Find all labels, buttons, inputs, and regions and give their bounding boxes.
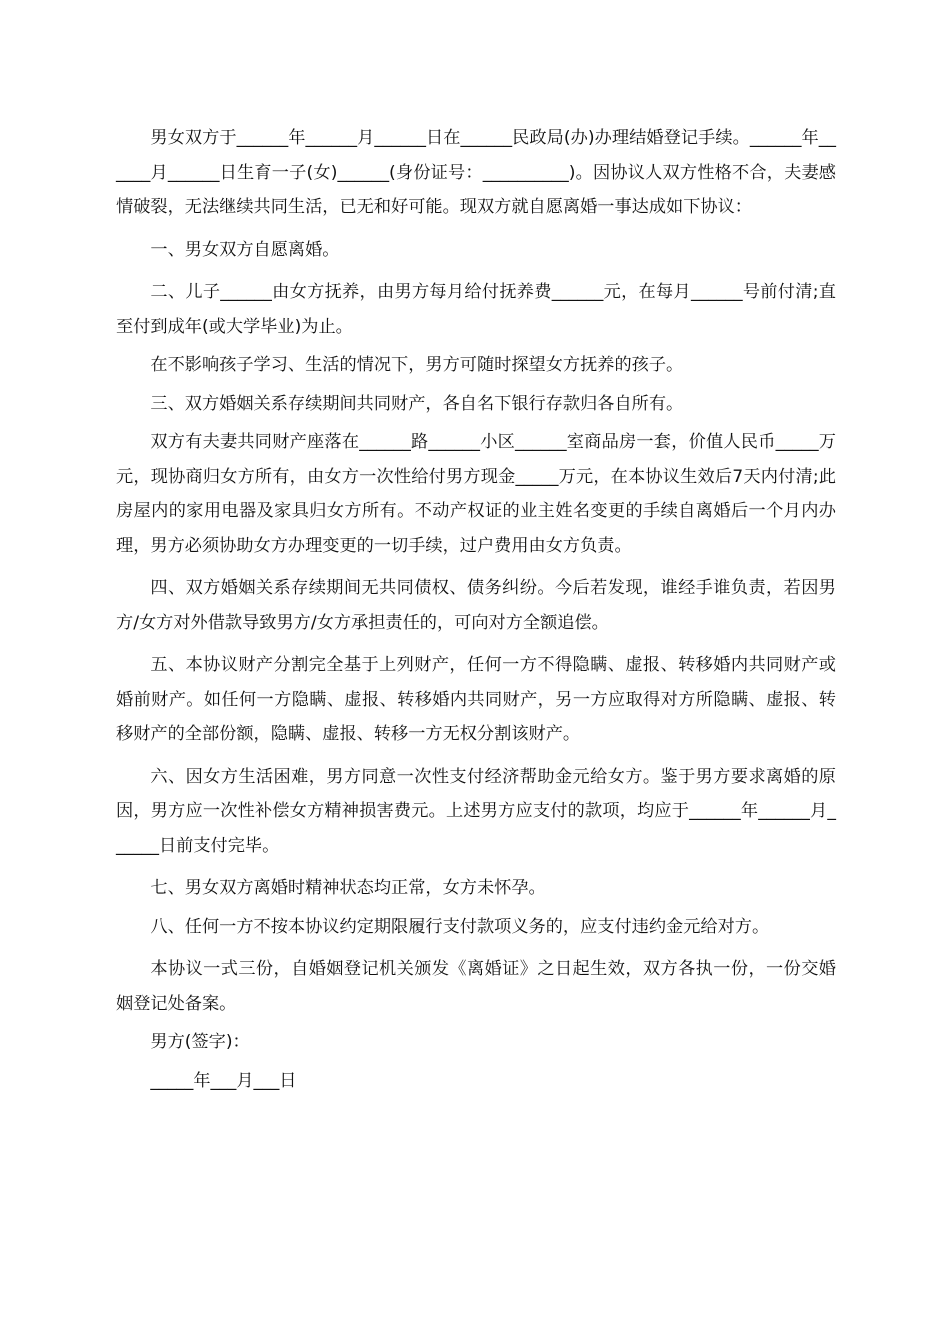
document-body <box>116 121 836 1098</box>
paragraph-clause-2: 二、儿子______由女方抚养，由男方每月给付抚养费______元，在每月______号前付清;直至付到成年(或大学毕业)为止。 <box>116 282 836 337</box>
paragraph-visitation: 在不影响孩子学习、生活的情况下，男方可随时探望女方抚养的孩子。 <box>150 355 684 375</box>
paragraph-intro: 男女双方于______年______月______日在______民政局(办)办理结婚登记手续。______年______月______日生育一子(女)______(身份证号：__________)。因协议人双方性格不合，夫妻感情破裂，无法继续共同生活，已无和好可能。现双方就自愿离婚一事达成如下协议： <box>116 128 836 217</box>
paragraph-clause-5: 五、本协议财产分割完全基于上列财产，任何一方不得隐瞒、虚报、转移婚内共同财产或婚前财产。如任何一方隐瞒、虚报、转移婚内共同财产，另一方应取得对方所隐瞒、虚报、转移财产的全部份额，隐瞒、虚报、转移一方无权分割该财产。 <box>116 655 836 744</box>
paragraph-copies: 本协议一式三份，自婚姻登记机关颁发《离婚证》之日起生效，双方各执一份，一份交婚姻登记处备案。 <box>116 959 836 1014</box>
paragraph-clause-8: 八、任何一方不按本协议约定期限履行支付款项义务的，应支付违约金元给对方。 <box>150 916 770 937</box>
paragraph-clause-4: 四、双方婚姻关系存续期间无共同债权、债务纠纷。今后若发现，谁经手谁负责，若因男方/女方对外借款导致男方/女方承担责任的，可向对方全额追偿。 <box>116 578 836 633</box>
paragraph-property: 双方有夫妻共同财产座落在______路______小区______室商品房一套，价值人民币_____万元，现协商归女方所有，由女方一次性给付男方现金_____万元，在本协议生效后7天内付清;此房屋内的家用电器及家具归女方所有。不动产权证的业主姓名变更的手续自离婚后一个月内办理，男方必须协助女方办理变更的一切手续，过户费用由女方负责。 <box>116 432 836 556</box>
signature-date-line: _____年___月___日 <box>150 1070 297 1091</box>
paragraph-clause-3: 三、双方婚姻关系存续期间共同财产，各自名下银行存款归各自所有。 <box>150 393 684 414</box>
paragraph-clause-7: 七、男女双方离婚时精神状态均正常，女方未怀孕。 <box>150 878 546 898</box>
paragraph-clause-1: 一、男女双方自愿离婚。 <box>150 239 340 260</box>
signature-male-label: 男方(签字)： <box>150 1032 250 1052</box>
paragraph-clause-6: 六、因女方生活困难，男方同意一次性支付经济帮助金元给女方。鉴于男方要求离婚的原因，男方应一次性补偿女方精神损害费元。上述男方应支付的款项，均应于______年______月______日前支付完毕。 <box>116 766 836 856</box>
